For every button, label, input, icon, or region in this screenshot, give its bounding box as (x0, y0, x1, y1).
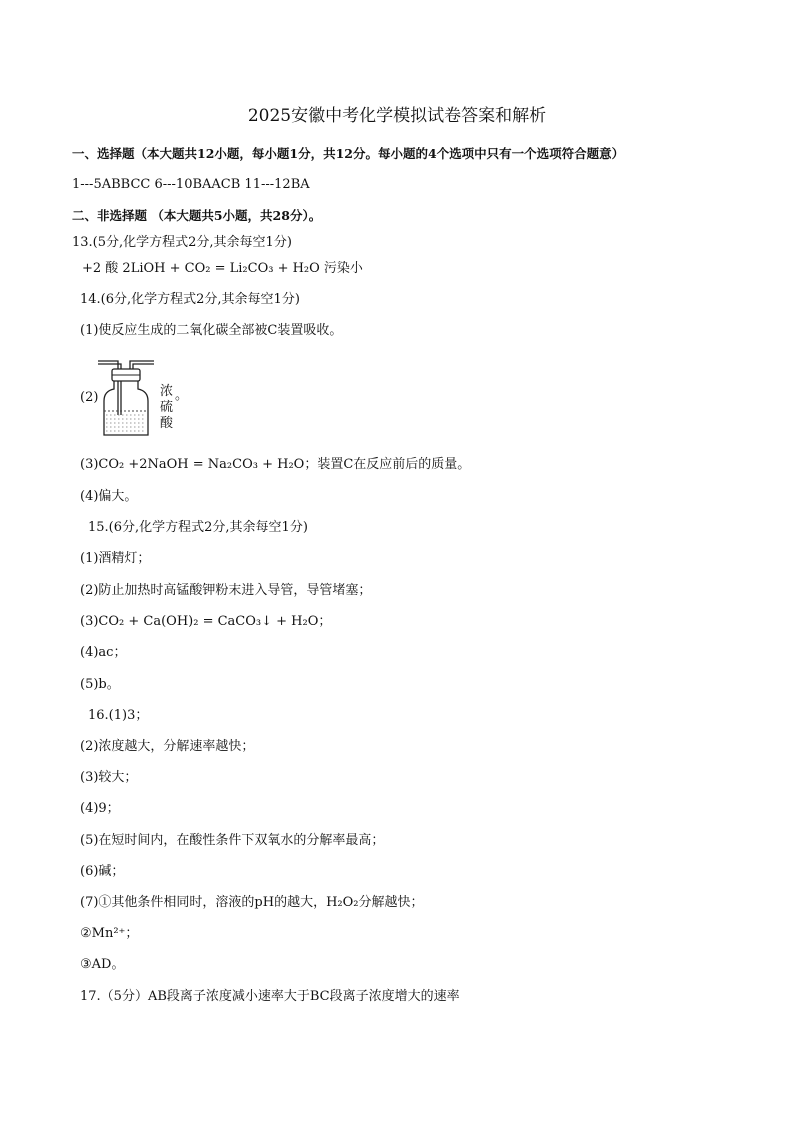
q14-part1: (1)使反应生成的二氧化碳全部被C装置吸收。 (80, 323, 343, 338)
section2-heading: 二、非选择题 （本大题共5小题，共28分）。 (72, 208, 322, 223)
q17-part1: 17.（5分）AB段离子浓度减小速率大于BC段离子浓度增大的速率 (80, 989, 460, 1004)
q16-part1: 16.(1)3； (88, 708, 149, 723)
q16-part8: ②Mn²⁺； (80, 926, 139, 941)
q16-part3: (3)较大； (80, 770, 138, 785)
q15-part4: (4)ac； (80, 645, 127, 660)
choice-answers: 1---5ABBCC 6---10BAACB 11---12BA (72, 177, 310, 192)
q13-answer: +2 酸 2LiOH + CO₂ = Li₂CO₃ + H₂O 污染小 (82, 261, 363, 276)
q14-part2-end: 。 (175, 388, 189, 403)
acid-label-1: 浓 (160, 384, 174, 399)
q15-part1: (1)酒精灯； (80, 551, 151, 566)
page-title: 2025安徽中考化学模拟试卷答案和解析 (247, 106, 547, 126)
q15-part5: (5)b。 (80, 677, 120, 692)
q16-part7: (7)①其他条件相同时，溶液的pH的越大，H₂O₂分解越快； (80, 895, 424, 910)
q16-part5: (5)在短时间内，在酸性条件下双氧水的分解率最高； (80, 833, 385, 848)
q16-part6: (6)碱； (80, 864, 125, 879)
section1-heading: 一、选择题（本大题共12小题，每小题1分，共12分。每小题的4个选项中只有一个选项符合题意） (72, 146, 625, 161)
q15-header: 15.(6分,化学方程式2分,其余每空1分) (88, 520, 308, 535)
q14-part2-label: (2) (80, 390, 99, 405)
q14-part4: (4)偏大。 (80, 489, 138, 504)
q16-part4: (4)9； (80, 801, 120, 816)
acid-label-2: 硫 (160, 400, 174, 415)
q15-part3: (3)CO₂ + Ca(OH)₂ = CaCO₃↓ + H₂O； (80, 614, 332, 629)
q13-header: 13.(5分,化学方程式2分,其余每空1分) (72, 235, 292, 250)
q15-part2: (2)防止加热时高锰酸钾粉末进入导管，导管堵塞； (80, 583, 372, 598)
q14-part3: (3)CO₂ +2NaOH = Na₂CO₃ + H₂O；装置C在反应前后的质量。 (80, 457, 471, 472)
q16-part9: ③AD。 (80, 957, 125, 972)
gas-washing-bottle-diagram (96, 355, 158, 437)
acid-label-3: 酸 (160, 416, 174, 431)
q16-part2: (2)浓度越大，分解速率越快； (80, 739, 255, 754)
q14-header: 14.(6分,化学方程式2分,其余每空1分) (80, 292, 300, 307)
